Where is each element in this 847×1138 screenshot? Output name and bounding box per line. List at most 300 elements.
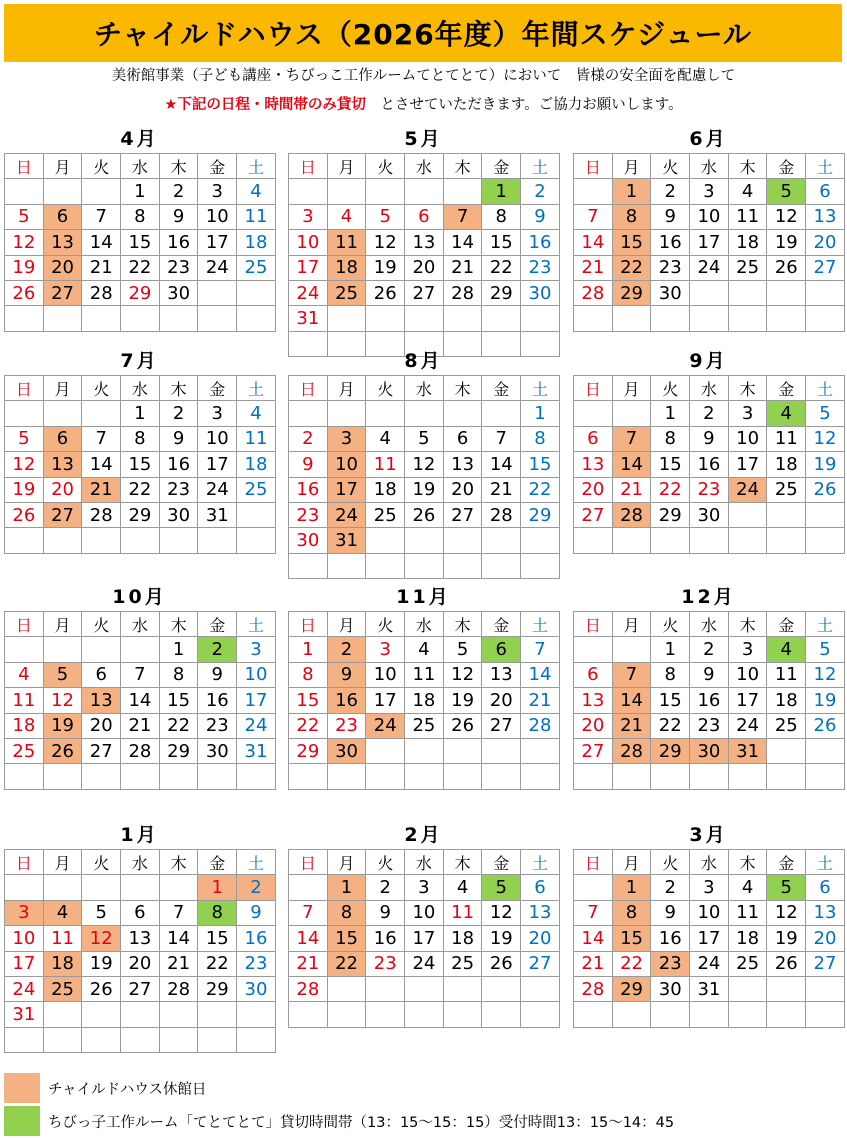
empty-cell <box>443 553 482 578</box>
day-cell: 2 <box>366 875 405 900</box>
month-calendar <box>288 582 559 790</box>
empty-cell <box>612 528 651 553</box>
weekday-header: 月 <box>43 376 82 401</box>
empty-cell <box>806 764 845 789</box>
month-calendar <box>288 820 559 1028</box>
day-cell: 30 <box>159 502 198 527</box>
day-cell: 6 <box>806 179 845 204</box>
day-cell: 16 <box>198 688 237 713</box>
day-cell: 31 <box>327 528 366 553</box>
empty-cell <box>767 976 806 1001</box>
empty-cell <box>237 764 276 789</box>
weekday-header: 金 <box>198 154 237 179</box>
day-cell: 30 <box>651 976 690 1001</box>
day-cell: 3 <box>728 401 767 426</box>
weekday-header: 日 <box>5 154 44 179</box>
empty-cell <box>767 528 806 553</box>
day-cell: 24 <box>690 951 729 976</box>
day-cell: 17 <box>237 688 276 713</box>
empty-cell <box>5 1027 44 1052</box>
day-cell: 11 <box>237 204 276 229</box>
empty-cell <box>728 528 767 553</box>
empty-cell <box>482 738 521 763</box>
day-cell: 7 <box>574 204 613 229</box>
empty-cell <box>482 764 521 789</box>
day-cell: 14 <box>82 230 121 255</box>
day-cell: 12 <box>5 452 44 477</box>
day-cell: 15 <box>651 688 690 713</box>
day-cell: 11 <box>767 662 806 687</box>
empty-cell <box>43 875 82 900</box>
day-cell: 22 <box>651 477 690 502</box>
day-cell: 4 <box>43 900 82 925</box>
empty-cell <box>443 528 482 553</box>
day-cell: 16 <box>366 926 405 951</box>
empty-cell <box>198 280 237 305</box>
day-cell: 5 <box>806 401 845 426</box>
empty-cell <box>443 1002 482 1027</box>
empty-cell <box>443 401 482 426</box>
weekday-header: 金 <box>482 376 521 401</box>
day-cell: 23 <box>366 951 405 976</box>
day-cell: 12 <box>82 926 121 951</box>
weekday-header: 火 <box>82 850 121 875</box>
day-cell: 21 <box>521 688 560 713</box>
day-cell: 9 <box>651 900 690 925</box>
empty-cell <box>43 528 82 553</box>
month-table <box>4 375 276 554</box>
day-cell: 19 <box>482 926 521 951</box>
day-cell: 12 <box>405 452 444 477</box>
empty-cell <box>612 764 651 789</box>
empty-cell <box>651 764 690 789</box>
empty-cell <box>82 306 121 331</box>
day-cell: 14 <box>574 230 613 255</box>
day-cell: 24 <box>728 713 767 738</box>
empty-cell <box>443 976 482 1001</box>
day-cell: 24 <box>728 477 767 502</box>
day-cell: 16 <box>690 688 729 713</box>
day-cell: 10 <box>289 230 328 255</box>
day-cell: 10 <box>198 426 237 451</box>
empty-cell <box>612 401 651 426</box>
weekday-header: 火 <box>366 612 405 637</box>
day-cell: 14 <box>482 452 521 477</box>
month-table <box>573 153 845 332</box>
empty-cell <box>198 306 237 331</box>
empty-cell <box>405 976 444 1001</box>
month-calendar <box>4 124 275 332</box>
day-cell: 13 <box>43 452 82 477</box>
day-cell: 17 <box>5 951 44 976</box>
day-cell: 1 <box>289 637 328 662</box>
empty-cell <box>366 738 405 763</box>
empty-cell <box>405 306 444 331</box>
day-cell: 28 <box>443 280 482 305</box>
month-title: 1月 <box>120 824 159 846</box>
day-cell: 1 <box>198 875 237 900</box>
notice-highlight: ★下記の日程・時間帯のみ貸切 <box>164 97 366 113</box>
weekday-header: 月 <box>327 154 366 179</box>
day-cell: 3 <box>198 401 237 426</box>
weekday-header: 日 <box>5 376 44 401</box>
empty-cell <box>5 875 44 900</box>
month-calendar <box>573 820 844 1028</box>
empty-cell <box>159 1002 198 1027</box>
day-cell: 29 <box>612 976 651 1001</box>
weekday-header: 土 <box>806 376 845 401</box>
weekday-header: 水 <box>690 612 729 637</box>
day-cell: 28 <box>574 976 613 1001</box>
month-table <box>4 611 276 790</box>
day-cell: 7 <box>289 900 328 925</box>
day-cell: 10 <box>405 900 444 925</box>
day-cell: 10 <box>728 426 767 451</box>
day-cell: 20 <box>806 926 845 951</box>
weekday-header: 金 <box>767 154 806 179</box>
day-cell: 6 <box>443 426 482 451</box>
day-cell: 16 <box>289 477 328 502</box>
day-cell: 3 <box>198 179 237 204</box>
empty-cell <box>366 1002 405 1027</box>
weekday-header: 日 <box>289 850 328 875</box>
weekday-header: 金 <box>767 376 806 401</box>
weekday-header: 土 <box>806 850 845 875</box>
day-cell: 13 <box>574 452 613 477</box>
empty-cell <box>82 179 121 204</box>
day-cell: 5 <box>767 179 806 204</box>
weekday-header: 火 <box>366 850 405 875</box>
day-cell: 4 <box>767 401 806 426</box>
month-title: 3月 <box>689 824 728 846</box>
empty-cell <box>327 401 366 426</box>
empty-cell <box>574 401 613 426</box>
day-cell: 23 <box>159 255 198 280</box>
empty-cell <box>690 280 729 305</box>
day-cell: 3 <box>237 637 276 662</box>
day-cell: 8 <box>612 900 651 925</box>
day-cell: 3 <box>690 179 729 204</box>
empty-cell <box>521 738 560 763</box>
day-cell: 7 <box>482 426 521 451</box>
day-cell: 30 <box>289 528 328 553</box>
day-cell: 31 <box>728 738 767 763</box>
empty-cell <box>366 976 405 1001</box>
empty-cell <box>82 1002 121 1027</box>
weekday-header: 土 <box>806 612 845 637</box>
day-cell: 25 <box>327 280 366 305</box>
day-cell: 29 <box>651 502 690 527</box>
day-cell: 7 <box>159 900 198 925</box>
green-swatch <box>4 1106 40 1136</box>
empty-cell <box>405 764 444 789</box>
empty-cell <box>366 179 405 204</box>
day-cell: 29 <box>159 738 198 763</box>
day-cell: 4 <box>405 637 444 662</box>
day-cell: 14 <box>574 926 613 951</box>
day-cell: 17 <box>289 255 328 280</box>
day-cell: 14 <box>82 452 121 477</box>
closed-swatch <box>4 1073 40 1103</box>
weekday-header: 水 <box>405 376 444 401</box>
day-cell: 14 <box>612 688 651 713</box>
weekday-header: 木 <box>443 154 482 179</box>
day-cell: 18 <box>767 688 806 713</box>
day-cell: 31 <box>289 306 328 331</box>
day-cell: 29 <box>121 502 160 527</box>
legend-closed-label: チャイルドハウス休館日 <box>48 1081 207 1098</box>
day-cell: 3 <box>690 875 729 900</box>
day-cell: 22 <box>159 713 198 738</box>
day-cell: 27 <box>443 502 482 527</box>
day-cell: 11 <box>405 662 444 687</box>
day-cell: 15 <box>651 452 690 477</box>
day-cell: 1 <box>159 637 198 662</box>
empty-cell <box>5 528 44 553</box>
day-cell: 13 <box>574 688 613 713</box>
empty-cell <box>405 738 444 763</box>
day-cell: 8 <box>521 426 560 451</box>
day-cell: 28 <box>82 280 121 305</box>
day-cell: 8 <box>121 426 160 451</box>
day-cell: 5 <box>482 875 521 900</box>
day-cell: 9 <box>327 662 366 687</box>
day-cell: 8 <box>651 662 690 687</box>
day-cell: 13 <box>82 688 121 713</box>
day-cell: 14 <box>289 926 328 951</box>
day-cell: 4 <box>443 875 482 900</box>
day-cell: 9 <box>159 204 198 229</box>
month-calendar <box>4 582 275 790</box>
empty-cell <box>612 637 651 662</box>
day-cell: 1 <box>612 875 651 900</box>
weekday-header: 木 <box>728 612 767 637</box>
day-cell: 27 <box>82 738 121 763</box>
day-cell: 26 <box>405 502 444 527</box>
empty-cell <box>521 764 560 789</box>
empty-cell <box>159 306 198 331</box>
empty-cell <box>574 528 613 553</box>
day-cell: 28 <box>289 976 328 1001</box>
day-cell: 22 <box>198 951 237 976</box>
day-cell: 21 <box>121 713 160 738</box>
empty-cell <box>612 1002 651 1027</box>
day-cell: 2 <box>327 637 366 662</box>
day-cell: 3 <box>728 637 767 662</box>
day-cell: 30 <box>198 738 237 763</box>
empty-cell <box>574 179 613 204</box>
day-cell: 7 <box>612 662 651 687</box>
day-cell: 7 <box>521 637 560 662</box>
weekday-header: 日 <box>574 850 613 875</box>
day-cell: 2 <box>237 875 276 900</box>
empty-cell <box>327 764 366 789</box>
day-cell: 10 <box>237 662 276 687</box>
day-cell: 1 <box>612 179 651 204</box>
day-cell: 20 <box>806 230 845 255</box>
day-cell: 30 <box>651 280 690 305</box>
intro-text: 美術館事業（子ども講座・ちびっこ工作ルームてとてとて）において 皆様の安全面を配慮して <box>111 68 736 84</box>
month-title: 7月 <box>120 350 159 372</box>
day-cell: 16 <box>159 452 198 477</box>
empty-cell <box>728 976 767 1001</box>
empty-cell <box>5 306 44 331</box>
weekday-header: 木 <box>728 850 767 875</box>
weekday-header: 木 <box>159 154 198 179</box>
day-cell: 21 <box>82 477 121 502</box>
day-cell: 5 <box>806 637 845 662</box>
day-cell: 29 <box>289 738 328 763</box>
day-cell: 14 <box>159 926 198 951</box>
day-cell: 9 <box>159 426 198 451</box>
day-cell: 25 <box>237 477 276 502</box>
empty-cell <box>574 637 613 662</box>
day-cell: 16 <box>690 452 729 477</box>
month-title: 10月 <box>112 586 167 608</box>
empty-cell <box>289 875 328 900</box>
weekday-header: 月 <box>43 154 82 179</box>
day-cell: 22 <box>121 477 160 502</box>
month-calendar <box>4 820 275 1053</box>
day-cell: 26 <box>5 280 44 305</box>
day-cell: 4 <box>237 401 276 426</box>
month-title: 12月 <box>681 586 736 608</box>
empty-cell <box>806 738 845 763</box>
day-cell: 20 <box>482 688 521 713</box>
day-cell: 9 <box>521 204 560 229</box>
month-table <box>4 849 276 1053</box>
day-cell: 27 <box>521 951 560 976</box>
weekday-header: 月 <box>612 376 651 401</box>
day-cell: 2 <box>690 401 729 426</box>
empty-cell <box>443 306 482 331</box>
empty-cell <box>198 1002 237 1027</box>
empty-cell <box>237 1027 276 1052</box>
weekday-header: 日 <box>289 154 328 179</box>
day-cell: 1 <box>651 401 690 426</box>
day-cell: 1 <box>121 179 160 204</box>
day-cell: 6 <box>574 662 613 687</box>
day-cell: 18 <box>237 230 276 255</box>
empty-cell <box>482 1002 521 1027</box>
day-cell: 17 <box>690 926 729 951</box>
day-cell: 13 <box>521 900 560 925</box>
day-cell: 29 <box>121 280 160 305</box>
day-cell: 7 <box>82 204 121 229</box>
weekday-header: 金 <box>767 612 806 637</box>
day-cell: 15 <box>327 926 366 951</box>
day-cell: 4 <box>327 204 366 229</box>
day-cell: 24 <box>289 280 328 305</box>
empty-cell <box>521 528 560 553</box>
day-cell: 12 <box>482 900 521 925</box>
day-cell: 19 <box>5 255 44 280</box>
day-cell: 2 <box>289 426 328 451</box>
weekday-header: 水 <box>405 850 444 875</box>
month-title: 11月 <box>396 586 451 608</box>
empty-cell <box>521 976 560 1001</box>
weekday-header: 火 <box>651 154 690 179</box>
day-cell: 28 <box>482 502 521 527</box>
empty-cell <box>159 528 198 553</box>
day-cell: 18 <box>366 477 405 502</box>
day-cell: 2 <box>159 179 198 204</box>
month-table <box>288 611 560 790</box>
weekday-header: 木 <box>728 376 767 401</box>
day-cell: 17 <box>198 230 237 255</box>
day-cell: 7 <box>82 426 121 451</box>
weekday-header: 金 <box>198 612 237 637</box>
weekday-header: 水 <box>405 612 444 637</box>
day-cell: 24 <box>405 951 444 976</box>
day-cell: 18 <box>327 255 366 280</box>
day-cell: 20 <box>43 255 82 280</box>
weekday-header: 木 <box>728 154 767 179</box>
weekday-header: 水 <box>121 376 160 401</box>
day-cell: 10 <box>690 900 729 925</box>
day-cell: 16 <box>159 230 198 255</box>
day-cell: 20 <box>121 951 160 976</box>
weekday-header: 土 <box>806 154 845 179</box>
day-cell: 18 <box>43 951 82 976</box>
empty-cell <box>327 306 366 331</box>
weekday-header: 火 <box>651 376 690 401</box>
day-cell: 16 <box>237 926 276 951</box>
day-cell: 25 <box>728 255 767 280</box>
empty-cell <box>574 1002 613 1027</box>
month-calendar <box>288 346 559 579</box>
day-cell: 19 <box>767 230 806 255</box>
day-cell: 24 <box>327 502 366 527</box>
day-cell: 30 <box>237 976 276 1001</box>
weekday-header: 火 <box>651 612 690 637</box>
day-cell: 13 <box>43 230 82 255</box>
day-cell: 6 <box>521 875 560 900</box>
day-cell: 21 <box>482 477 521 502</box>
day-cell: 3 <box>289 204 328 229</box>
day-cell: 6 <box>405 204 444 229</box>
day-cell: 12 <box>767 204 806 229</box>
weekday-header: 金 <box>482 612 521 637</box>
day-cell: 17 <box>690 230 729 255</box>
day-cell: 5 <box>767 875 806 900</box>
day-cell: 11 <box>43 926 82 951</box>
month-calendar <box>573 124 844 332</box>
day-cell: 26 <box>806 477 845 502</box>
weekday-header: 金 <box>198 376 237 401</box>
empty-cell <box>443 738 482 763</box>
day-cell: 23 <box>521 255 560 280</box>
month-title: 6月 <box>689 128 728 150</box>
day-cell: 22 <box>482 255 521 280</box>
day-cell: 23 <box>237 951 276 976</box>
weekday-header: 月 <box>327 376 366 401</box>
day-cell: 27 <box>806 951 845 976</box>
empty-cell <box>289 553 328 578</box>
day-cell: 9 <box>690 662 729 687</box>
day-cell: 24 <box>5 976 44 1001</box>
day-cell: 25 <box>405 713 444 738</box>
day-cell: 19 <box>82 951 121 976</box>
empty-cell <box>237 280 276 305</box>
day-cell: 30 <box>327 738 366 763</box>
day-cell: 19 <box>405 477 444 502</box>
empty-cell <box>82 528 121 553</box>
day-cell: 23 <box>289 502 328 527</box>
day-cell: 3 <box>366 637 405 662</box>
day-cell: 2 <box>651 875 690 900</box>
day-cell: 12 <box>767 900 806 925</box>
